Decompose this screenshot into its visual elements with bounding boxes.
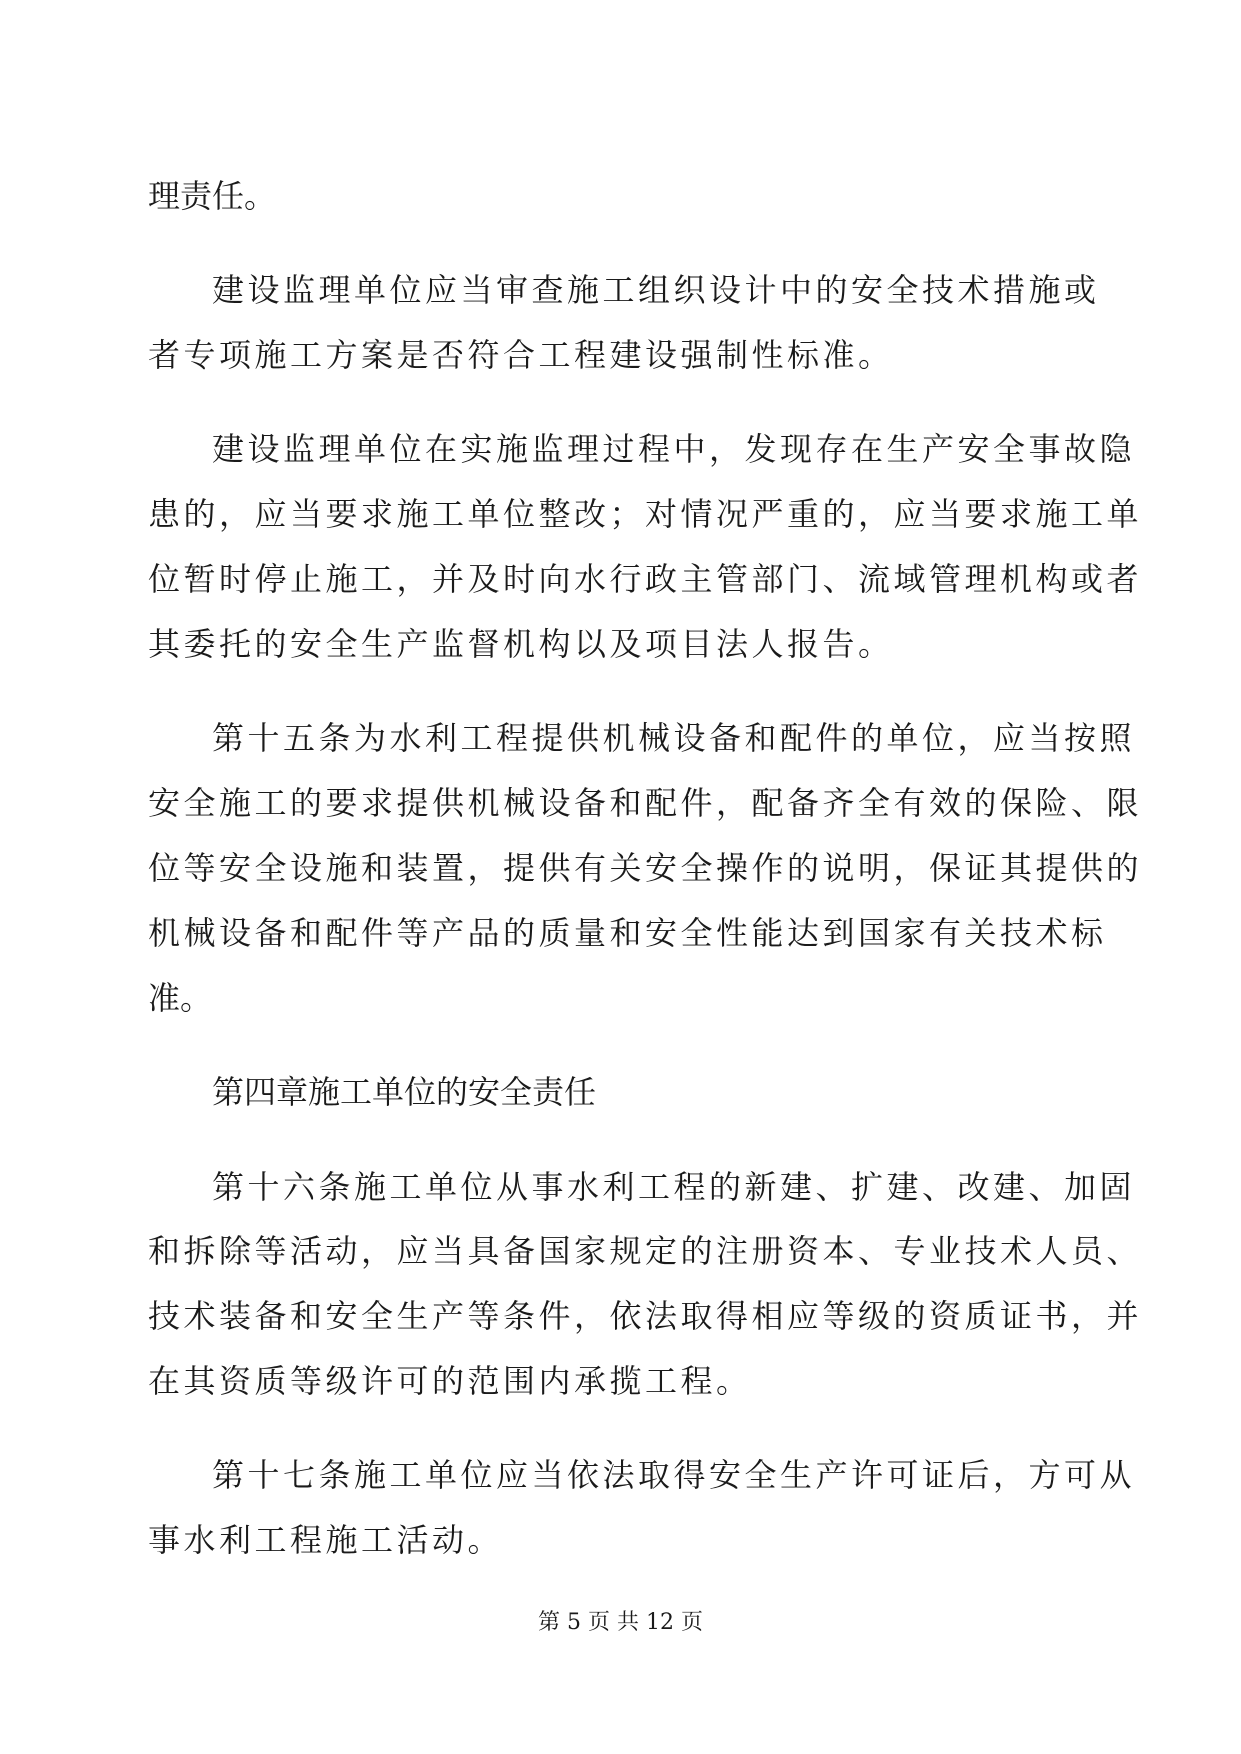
text-line: 者专项施工方案是否符合工程建设强制性标准。 <box>148 336 894 374</box>
text-line: 机械设备和配件等产品的质量和安全性能达到国家有关技术标 <box>148 914 1107 952</box>
text-line: 建设监理单位应当审查施工组织设计中的安全技术措施或 <box>212 271 1100 309</box>
text-line: 第十五条为水利工程提供机械设备和配件的单位，应当按照 <box>212 719 1136 757</box>
text-line: 位暂时停止施工，并及时向水行政主管部门、流域管理机构或者 <box>148 560 1143 598</box>
text-line: 患的，应当要求施工单位整改；对情况严重的，应当要求施工单 <box>148 495 1143 533</box>
text-line: 技术装备和安全生产等条件，依法取得相应等级的资质证书，并 <box>148 1297 1143 1335</box>
text-line: 理责任。 <box>148 177 277 215</box>
text-line: 其委托的安全生产监督机构以及项目法人报告。 <box>148 625 894 663</box>
chapter-heading: 第四章施工单位的安全责任 <box>212 1073 597 1111</box>
text-line: 位等安全设施和装置，提供有关安全操作的说明，保证其提供的 <box>148 849 1143 887</box>
text-line: 安全施工的要求提供机械设备和配件，配备齐全有效的保险、限 <box>148 784 1143 822</box>
text-line: 准。 <box>148 979 213 1017</box>
page-footer: 第 5 页 共 12 页 <box>538 1610 703 1635</box>
text-line: 第十六条施工单位从事水利工程的新建、扩建、改建、加固 <box>212 1168 1136 1206</box>
text-line: 和拆除等活动，应当具备国家规定的注册资本、专业技术人员、 <box>148 1232 1143 1270</box>
text-line: 在其资质等级许可的范围内承揽工程。 <box>148 1362 752 1400</box>
text-line: 第十七条施工单位应当依法取得安全生产许可证后，方可从 <box>212 1456 1136 1494</box>
text-line: 事水利工程施工活动。 <box>148 1521 504 1559</box>
text-line: 建设监理单位在实施监理过程中，发现存在生产安全事故隐 <box>212 430 1136 468</box>
